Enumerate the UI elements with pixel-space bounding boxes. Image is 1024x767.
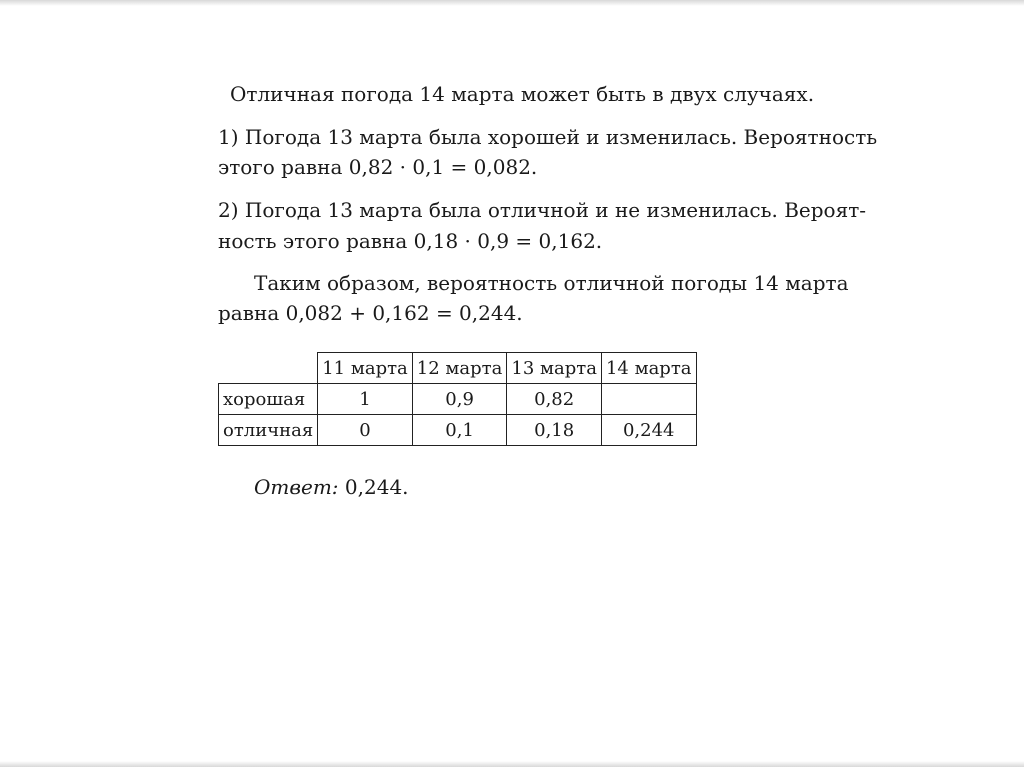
answer-value: 0,244. — [344, 475, 409, 499]
table-header-cell: 13 марта — [507, 353, 602, 384]
table-cell: 0,1 — [412, 415, 507, 446]
table-cell — [601, 384, 696, 415]
table-cell: 0,18 — [507, 415, 602, 446]
table-row — [219, 384, 697, 415]
conclusion-line2: равна 0,082 + 0,162 = 0,244. — [218, 301, 523, 325]
table-row-label: хорошая — [219, 384, 318, 415]
table-cell: 1 — [318, 384, 413, 415]
top-edge-shadow — [0, 0, 1024, 6]
table-header-cell: 11 марта — [318, 353, 413, 384]
case2-line2: ность этого равна 0,18 · 0,9 = 0,162. — [218, 229, 603, 253]
table-cell: 0,82 — [507, 384, 602, 415]
case2-line1: 2) Погода 13 марта была отличной и не изменилась. Вероят- — [218, 198, 867, 222]
table-cell: 0 — [318, 415, 413, 446]
table-cell: 0,9 — [412, 384, 507, 415]
answer-label: Ответ: — [254, 475, 339, 499]
table-header-cell: 14 марта — [601, 353, 696, 384]
table-row — [219, 415, 697, 446]
table-corner-cell — [219, 353, 318, 384]
table-row-label: отличная — [219, 415, 318, 446]
answer-line — [254, 475, 409, 499]
table-header-cell: 12 марта — [412, 353, 507, 384]
intro-text: Отличная погода 14 марта может быть в двух случаях. — [230, 82, 815, 106]
table-cell: 0,244 — [601, 415, 696, 446]
case1-line2: этого равна 0,82 · 0,1 = 0,082. — [218, 155, 538, 179]
bottom-edge-shadow — [0, 761, 1024, 767]
case1-line1: 1) Погода 13 марта была хорошей и изменилась. Вероятность — [218, 125, 878, 149]
conclusion-line1: Таким образом, вероятность отличной погоды 14 марта — [254, 271, 849, 295]
table-header-row — [219, 353, 697, 384]
weather-probability-table — [218, 352, 697, 446]
